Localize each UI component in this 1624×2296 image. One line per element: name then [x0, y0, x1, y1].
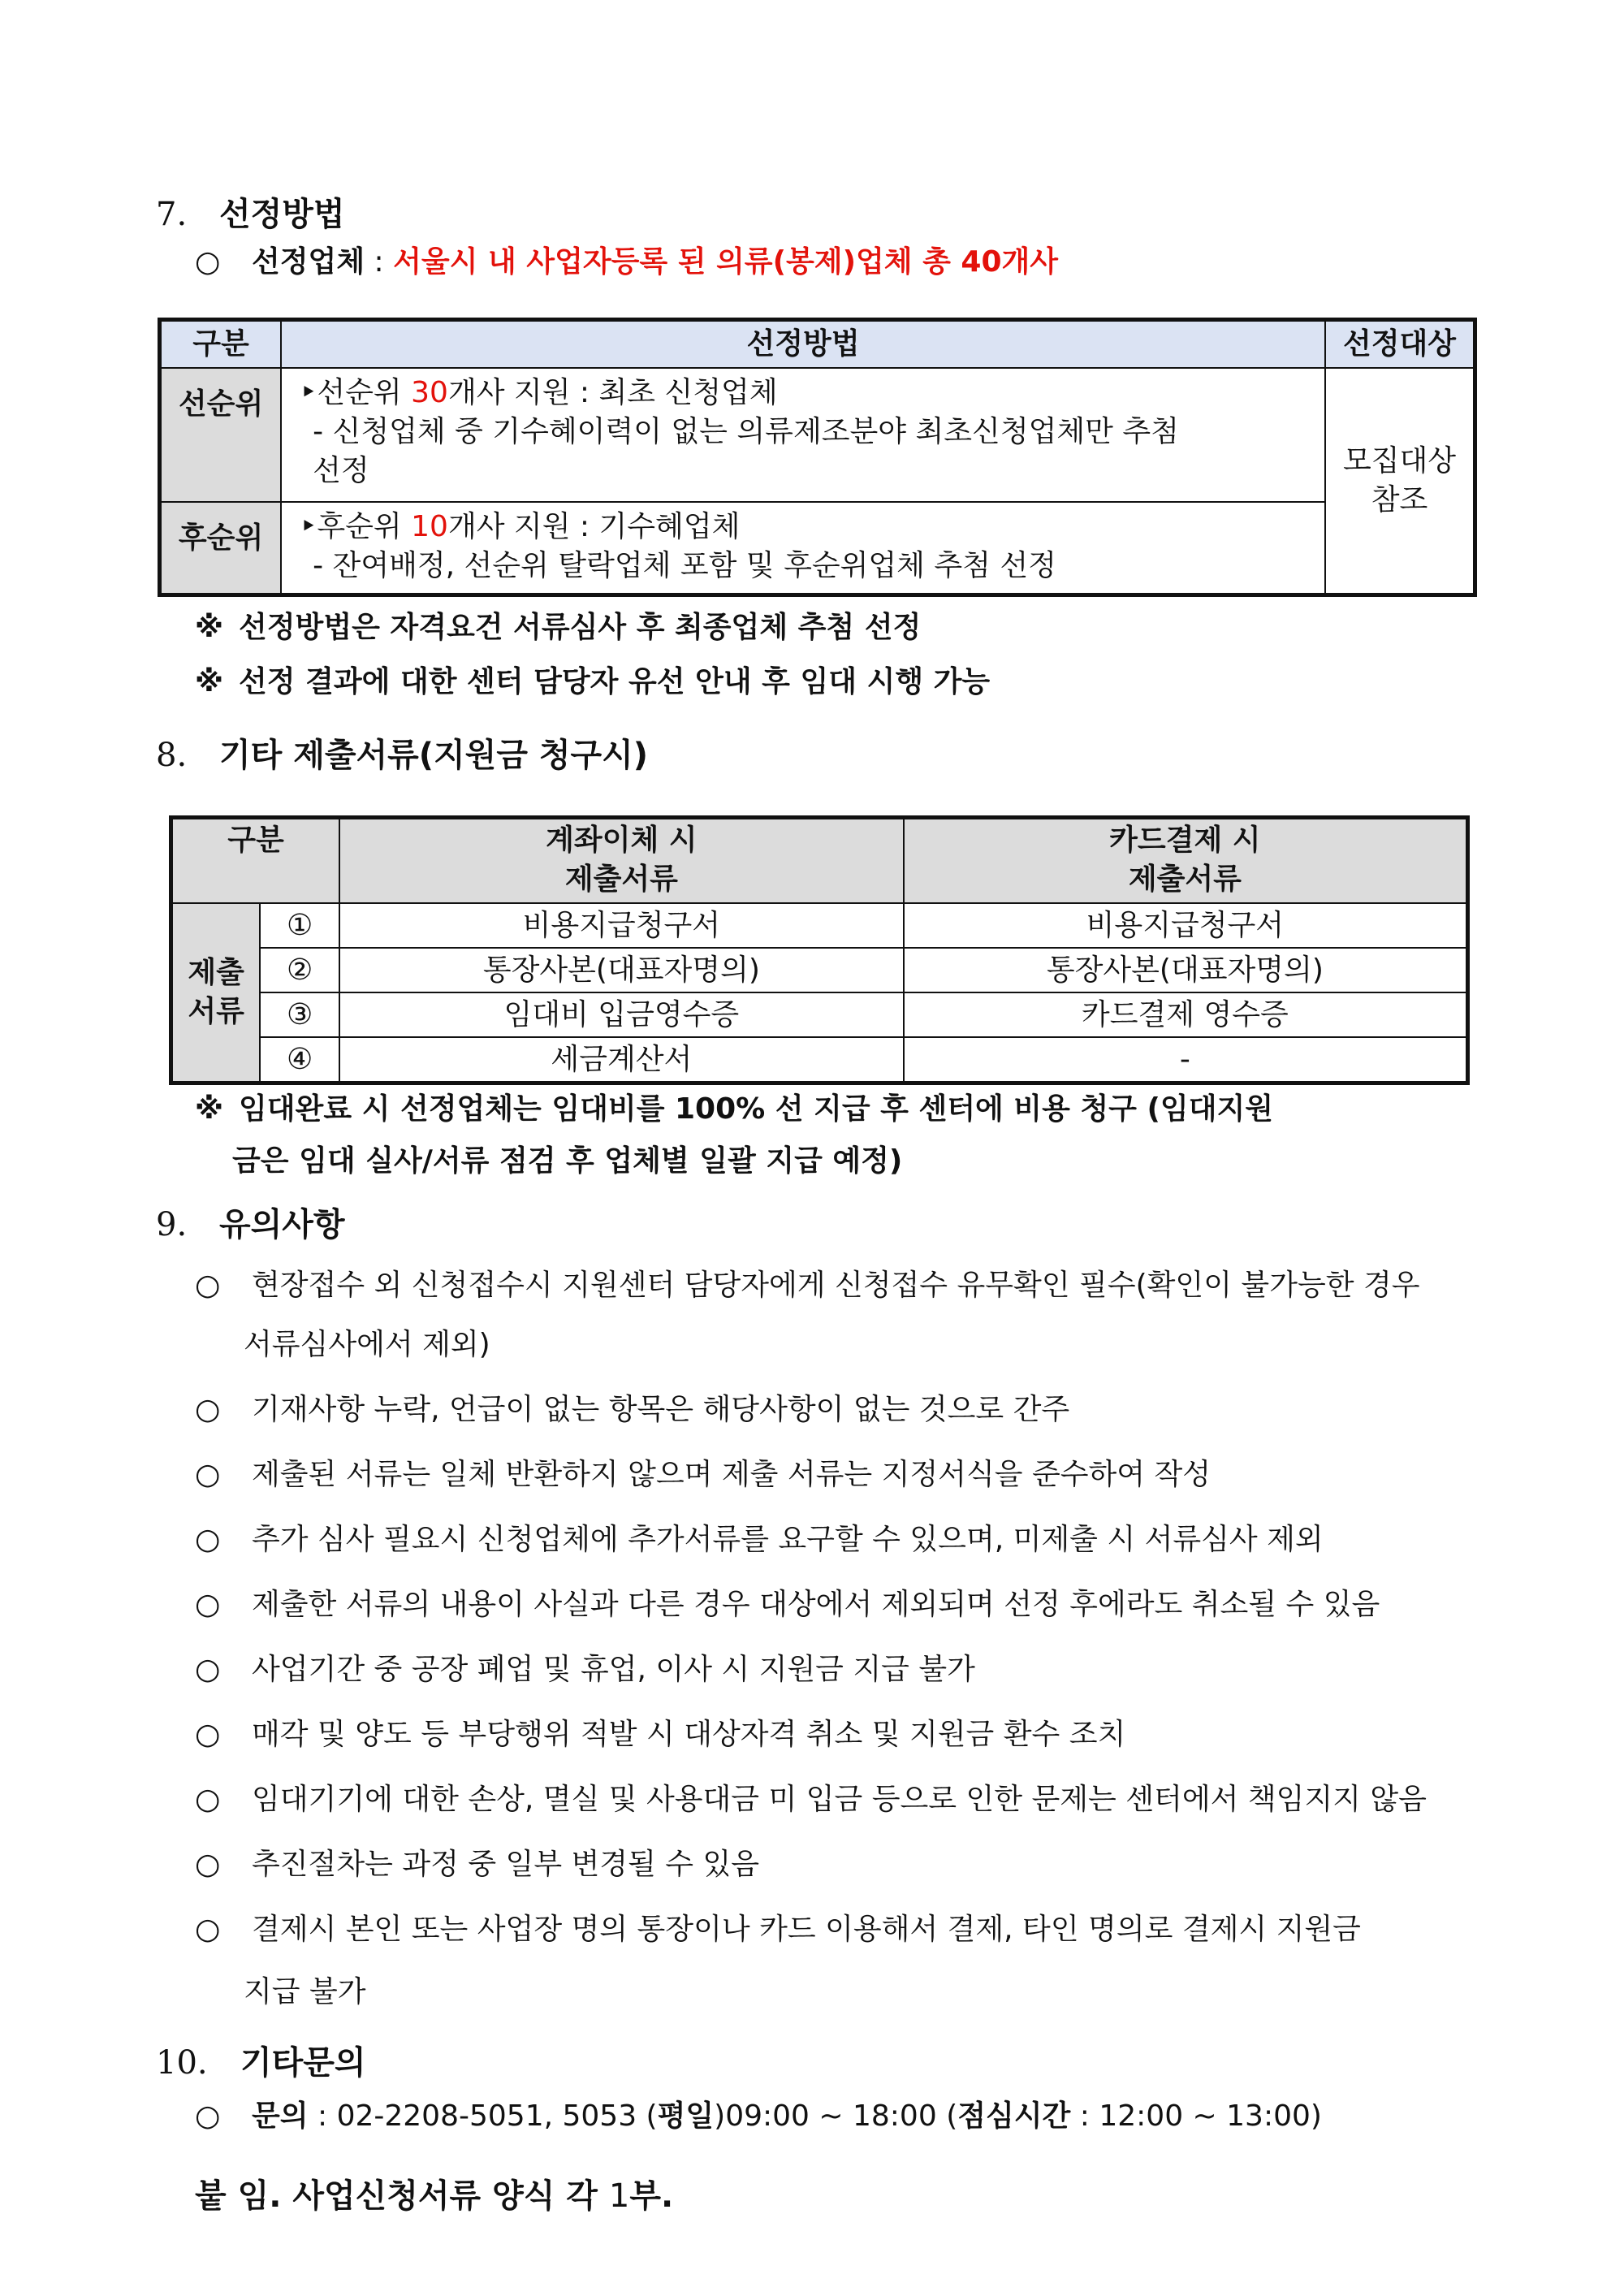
- docs-group-label: [171, 903, 261, 1083]
- header-method: 선정방법: [281, 320, 1325, 369]
- caution-item-8: [195, 1780, 1427, 1819]
- caution-item-text: 매각 및 양도 등 부당행위 적발 시 대상자격 취소 및 지원금 환수 조치: [252, 1718, 1126, 1751]
- docs-header-transfer: [339, 818, 904, 904]
- caution-item-text: 임대기기에 대한 손상, 멸실 및 사용대금 미 입금 등으로 인한 문제는 센터에서 책임지지 않음: [252, 1783, 1427, 1816]
- section-10-title: 기타문의: [240, 2044, 366, 2082]
- docs-row-num: ①: [260, 903, 339, 948]
- documents-table: [169, 815, 1470, 1085]
- docs-row-num: ③: [260, 992, 339, 1037]
- note-mark: ※: [195, 1092, 223, 1126]
- priority-line-3: 선정: [313, 454, 369, 487]
- caution-item-text: 결제시 본인 또는 사업장 명의 통장이나 카드 이용해서 결제, 타인 명의로 결제시 지원금: [252, 1913, 1361, 1946]
- contact-phone: : 02-2208-5051, 5053 (: [308, 2099, 658, 2133]
- docs-row-card: -: [904, 1037, 1468, 1083]
- priority-line-2: - 신청업체 중 기수혜이력이 없는 의류제조분야 최초신청업체만 추첨: [313, 415, 1179, 448]
- priority-count: 30: [411, 376, 448, 409]
- docs-header-card-line-1: 카드결제 시: [1109, 824, 1261, 857]
- docs-header-category: 구분: [171, 818, 340, 904]
- contact-label: 문의: [252, 2099, 309, 2133]
- caution-item-text: 기재사항 누락, 언급이 없는 항목은 해당사항이 없는 것으로 간주: [252, 1393, 1070, 1426]
- priority-method-cell: [281, 368, 1325, 502]
- target-cell: [1325, 368, 1475, 595]
- note-7-2: [195, 663, 990, 702]
- selected-company-value: 서울시 내 사업자등록 된 의류(봉제)업체 총 40개사: [393, 245, 1059, 279]
- lunch-label: 점심시간: [957, 2099, 1071, 2133]
- docs-row-num: ②: [260, 948, 339, 992]
- priority-line-1-pre: ‣선순위: [300, 376, 412, 409]
- caution-item-text: 제출한 서류의 내용이 사실과 다른 경우 대상에서 제외되며 선정 후에라도 취소될 수 있음: [252, 1588, 1380, 1621]
- docs-row-card: 통장사본(대표자명의): [904, 948, 1468, 992]
- caution-item-5: [195, 1585, 1380, 1624]
- colon: :: [365, 245, 394, 279]
- docs-row-transfer: 비용지급청구서: [339, 903, 904, 948]
- caution-item-text: 현장접수 외 신청접수시 지원센터 담당자에게 신청접수 유무확인 필수(확인이 불가능한 경우: [252, 1269, 1420, 1302]
- note-8-line-2: 금은 임대 실사/서류 점검 후 업체별 일괄 지급 예정): [232, 1144, 903, 1178]
- target-line-1: 모집대상: [1342, 443, 1457, 478]
- bullet-circle: ○: [195, 245, 221, 279]
- caution-item-1: [195, 1266, 1420, 1305]
- weekday-hours: )09:00 ~ 18:00 (: [714, 2099, 958, 2133]
- priority-line-1-post: 개사 지원 : 최초 신청업체: [447, 376, 778, 409]
- header-target: 선정대상: [1325, 320, 1475, 369]
- caution-item-3: [195, 1455, 1211, 1494]
- section-7-title: 선정방법: [219, 196, 345, 233]
- note-7-1: [195, 608, 921, 647]
- section-8-heading: [156, 736, 648, 775]
- docs-group-label-line-2: 서류: [188, 995, 244, 1028]
- bullet-circle: ○: [195, 1718, 221, 1751]
- caution-item-9: [195, 1845, 759, 1884]
- attachment-label: 붙 임. 사업신청서류 양식 각: [195, 2177, 609, 2215]
- contact-line: [195, 2097, 1322, 2136]
- docs-group-label-line-1: 제출: [188, 956, 244, 989]
- secondary-line-2: - 잔여배정, 선순위 탈락업체 포함 및 후순위업체 추첨 선정: [313, 549, 1056, 582]
- bullet-circle: ○: [195, 1523, 221, 1556]
- caution-item-10: [195, 1910, 1361, 1949]
- section-7-number: 7.: [156, 196, 188, 233]
- note-7-2-text: 선정 결과에 대한 센터 담당자 유선 안내 후 임대 시행 가능: [239, 665, 991, 698]
- note-mark: ※: [195, 611, 223, 644]
- bullet-circle: ○: [195, 1848, 221, 1881]
- section-7-heading: [156, 195, 345, 234]
- bullet-circle: ○: [195, 1458, 221, 1491]
- docs-header-transfer-line-2: 제출서류: [564, 863, 678, 896]
- selected-company-line: [195, 243, 1058, 282]
- secondary-count: 10: [411, 510, 448, 543]
- caution-item-text: 제출된 서류는 일체 반환하지 않으며 제출 서류는 지정서식을 준수하여 작성: [252, 1458, 1212, 1491]
- note-8-line-1: [195, 1090, 1273, 1129]
- docs-row-transfer: 임대비 입금영수증: [339, 992, 904, 1037]
- attachment-suffix: 부.: [629, 2177, 674, 2215]
- secondary-line-1-post: 개사 지원 : 기수혜업체: [447, 510, 741, 543]
- secondary-line-1: [300, 508, 1313, 547]
- docs-header-card-line-2: 제출서류: [1128, 863, 1242, 896]
- caution-item-10-cont: 지급 불가: [244, 1975, 366, 2008]
- lunch-hours: : 12:00 ~ 13:00): [1070, 2099, 1322, 2133]
- selection-method-table: [158, 318, 1477, 597]
- caution-item-text: 추진절차는 과정 중 일부 변경될 수 있음: [252, 1848, 760, 1881]
- note-8-line-1-text: 임대완료 시 선정업체는 임대비를 100% 선 지급 후 센터에 비용 청구 (임대지원: [239, 1092, 1274, 1126]
- secondary-method-cell: [281, 502, 1325, 595]
- note-7-1-text: 선정방법은 자격요건 서류심사 후 최종업체 추첨 선정: [239, 611, 922, 644]
- target-line-2: 참조: [1371, 482, 1428, 517]
- section-8-number: 8.: [156, 737, 188, 774]
- row-label-priority: 선순위: [160, 368, 282, 502]
- attachment-count: 1: [608, 2177, 630, 2215]
- docs-row-transfer: 통장사본(대표자명의): [339, 948, 904, 992]
- section-9-heading: [156, 1205, 345, 1244]
- bullet-circle: ○: [195, 1269, 221, 1302]
- selected-company-label: 선정업체: [252, 245, 365, 279]
- caution-item-text: 사업기간 중 공장 폐업 및 휴업, 이사 시 지원금 지급 불가: [252, 1653, 975, 1686]
- bullet-circle: ○: [195, 1913, 221, 1946]
- bullet-circle: ○: [195, 1393, 221, 1426]
- caution-item-6: [195, 1650, 975, 1689]
- docs-row-card: 비용지급청구서: [904, 903, 1468, 948]
- caution-item-7: [195, 1715, 1125, 1754]
- bullet-circle: ○: [195, 1653, 221, 1686]
- bullet-circle: ○: [195, 1783, 221, 1816]
- docs-header-transfer-line-1: 계좌이체 시: [546, 824, 698, 857]
- section-10-heading: [156, 2043, 366, 2082]
- bullet-circle: ○: [195, 1588, 221, 1621]
- section-8-title: 기타 제출서류(지원금 청구시): [219, 737, 649, 774]
- caution-item-4: [195, 1520, 1324, 1559]
- secondary-line-1-pre: ‣후순위: [300, 510, 412, 543]
- section-9-number: 9.: [156, 1206, 188, 1243]
- caution-item-text: 추가 심사 필요시 신청업체에 추가서류를 요구할 수 있으며, 미제출 시 서류심사 제외: [252, 1523, 1324, 1556]
- row-label-secondary: 후순위: [160, 502, 282, 595]
- attachment-line: [195, 2177, 673, 2216]
- weekday-label: 평일: [657, 2099, 715, 2133]
- section-10-number: 10.: [156, 2044, 208, 2082]
- bullet-circle: ○: [195, 2099, 221, 2133]
- docs-header-card: [904, 818, 1468, 904]
- header-category: 구분: [160, 320, 282, 369]
- caution-item-2: [195, 1390, 1069, 1429]
- note-mark: ※: [195, 665, 223, 698]
- docs-row-transfer: 세금계산서: [339, 1037, 904, 1083]
- docs-row-num: ④: [260, 1037, 339, 1083]
- docs-row-card: 카드결제 영수증: [904, 992, 1468, 1037]
- caution-item-1-cont: 서류심사에서 제외): [244, 1328, 490, 1361]
- priority-line-1: [300, 374, 1313, 413]
- section-9-title: 유의사항: [219, 1206, 345, 1243]
